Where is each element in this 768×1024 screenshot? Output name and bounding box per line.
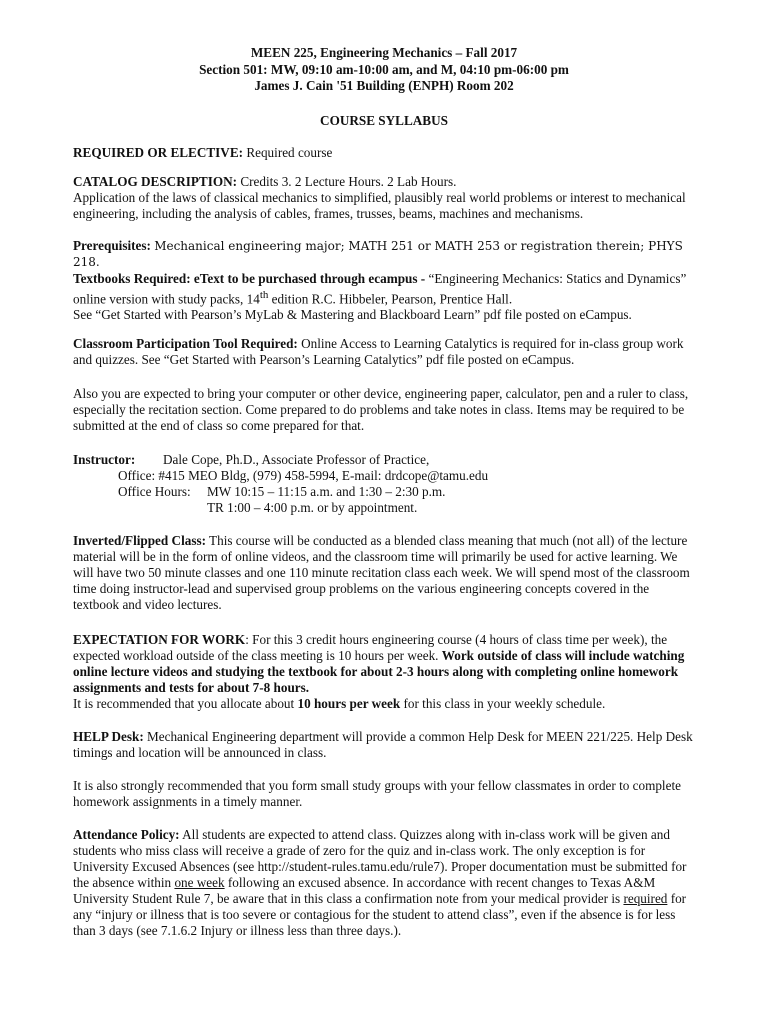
- textbooks-text-b: edition R.C. Hibbeler, Pearson, Prentice Hall.: [268, 291, 513, 307]
- participation-tool: [73, 336, 693, 368]
- materials-paragraph: [73, 386, 693, 434]
- catalog-text: Application of the laws of classical mechanics to simplified, plausibly real world problems or interest to mechanical engineering, including the analysis of cables, frames, trusses, beams, machines and mechanisms.: [73, 190, 686, 221]
- catalog-credits: Credits 3. 2 Lecture Hours. 2 Lab Hours.: [237, 174, 457, 189]
- study-groups-text: It is also strongly recommended that you form small study groups with your fellow classmates in order to complete homework assignments in a timely manner.: [73, 778, 681, 809]
- section-schedule-line: Section 501: MW, 09:10 am-10:00 am, and M, 04:10 pm-06:00 pm: [199, 61, 569, 77]
- prerequisites: [73, 238, 693, 270]
- expectation-hours: 10 hours per week: [297, 696, 401, 711]
- prereq-label: Prerequisites:: [73, 238, 151, 253]
- textbooks-text-a: “Engineering Mechanics: Statics and Dynamics” online version with study packs, 14: [73, 271, 687, 307]
- help-label: HELP Desk:: [73, 729, 144, 744]
- textbooks-line2: See “Get Started with Pearson’s MyLab & Mastering and Blackboard Learn” pdf file posted on eCampus.: [73, 307, 632, 323]
- catalog-description: [73, 174, 693, 222]
- inverted-text: This course will be conducted as a blended class meaning that much (not all) of the lecture material will be in the form of online videos, and the classroom time will primarily be used for active learning. We will have two 50 minute classes and one 110 minute recitation class each week. We will spend most of the classroom time doing instructor-lead and supervised group problems on the various engineering concepts covered in the textbook and video lectures.: [73, 533, 690, 612]
- attendance-one-week: one week: [174, 875, 225, 890]
- inverted-label: Inverted/Flipped Class:: [73, 533, 206, 548]
- expectation-for-work: [73, 632, 693, 712]
- attendance-required: required: [623, 891, 668, 906]
- attendance-text-c: for any “injury or illness that is too severe or contagious for the student to attend class”, even if the absence is for less than 3 days (see 7.1.6.2 Injury or illness less than three days.).: [73, 891, 687, 938]
- participation-label: Classroom Participation Tool Required:: [73, 336, 298, 351]
- textbooks: [73, 271, 693, 323]
- textbooks-label: Textbooks Required: eText to be purchased through ecampus -: [73, 271, 426, 286]
- expectation-bold: Work outside of class will include watching online lecture videos and studying the textbook for about 2-3 hours along with completing online homework assignments and tests for about 7-8 hours.: [73, 648, 685, 695]
- help-text: Mechanical Engineering department will provide a common Help Desk for MEEN 221/225. Help Desk timings and location will be announced in class.: [73, 729, 693, 760]
- instructor-info: [73, 452, 693, 516]
- course-title-line: MEEN 225, Engineering Mechanics – Fall 2017: [250, 45, 518, 60]
- room-line: James J. Cain '51 Building (ENPH) Room 202: [254, 78, 514, 93]
- expectation-label: EXPECTATION FOR WORK: [73, 632, 246, 647]
- attendance-text-a: All students are expected to attend class. Quizzes along with in-class work will be given and students who miss class will receive a grade of zero for the quiz and in-class work. The only exception is for University Excused Absences (see http://student-rules.tamu.edu/rule7). Proper documentation must be submitted for the absence within: [73, 827, 687, 890]
- expectation-text: : For this 3 credit hours engineering course (4 hours of class time per week), the expected workload outside of the class meeting is 10 hours per week.: [73, 632, 668, 663]
- textbooks-edition-sup: th: [259, 289, 269, 301]
- required-label: REQUIRED OR ELECTIVE:: [73, 145, 244, 160]
- participation-text: Online Access to Learning Catalytics is required for in-class group work and quizzes. See “Get Started with Pearson’s Learning Catalytics” pdf file posted on eCampus.: [73, 336, 684, 367]
- attendance-policy: [73, 827, 693, 939]
- catalog-label: CATALOG DESCRIPTION:: [73, 174, 238, 189]
- office-hours-label: Office Hours:: [118, 484, 191, 499]
- required-elective: [73, 145, 693, 161]
- materials-text: Also you are expected to bring your computer or other device, engineering paper, calculator, pen and a ruler to class, especially the recitation section. Come prepared to do problems and take notes in class. Items may be required to be submitted at the end of class so come prepared for that.: [73, 386, 689, 433]
- office-hours-mw: MW 10:15 – 11:15 a.m. and 1:30 – 2:30 p.m.: [207, 484, 446, 499]
- inverted-class: [73, 533, 693, 613]
- attendance-text-b: following an excused absence. In accordance with recent changes to Texas A&M University Student Rule 7, be aware that in this class a confirmation note from your medical provider is: [73, 875, 656, 906]
- expectation-line2-b: for this class in your weekly schedule.: [400, 696, 606, 711]
- instructor-name: Dale Cope, Ph.D., Associate Professor of Practice,: [163, 452, 430, 467]
- office-hours-tr: TR 1:00 – 4:00 p.m. or by appointment.: [207, 500, 418, 515]
- help-desk: [73, 729, 693, 761]
- prereq-text: Mechanical engineering major; MATH 251 or MATH 253 or registration therein; PHYS 218.: [73, 239, 683, 269]
- study-groups: [73, 778, 693, 810]
- course-header: [0, 45, 768, 95]
- syllabus-title: COURSE SYLLABUS: [320, 113, 448, 128]
- required-value: Required course: [243, 145, 333, 160]
- attendance-label: Attendance Policy:: [73, 827, 180, 842]
- instructor-label: Instructor:: [73, 452, 136, 467]
- instructor-office: Office: #415 MEO Bldg, (979) 458-5994, E-mail: drdcope@tamu.edu: [118, 468, 489, 483]
- expectation-line2-a: It is recommended that you allocate about: [73, 696, 298, 711]
